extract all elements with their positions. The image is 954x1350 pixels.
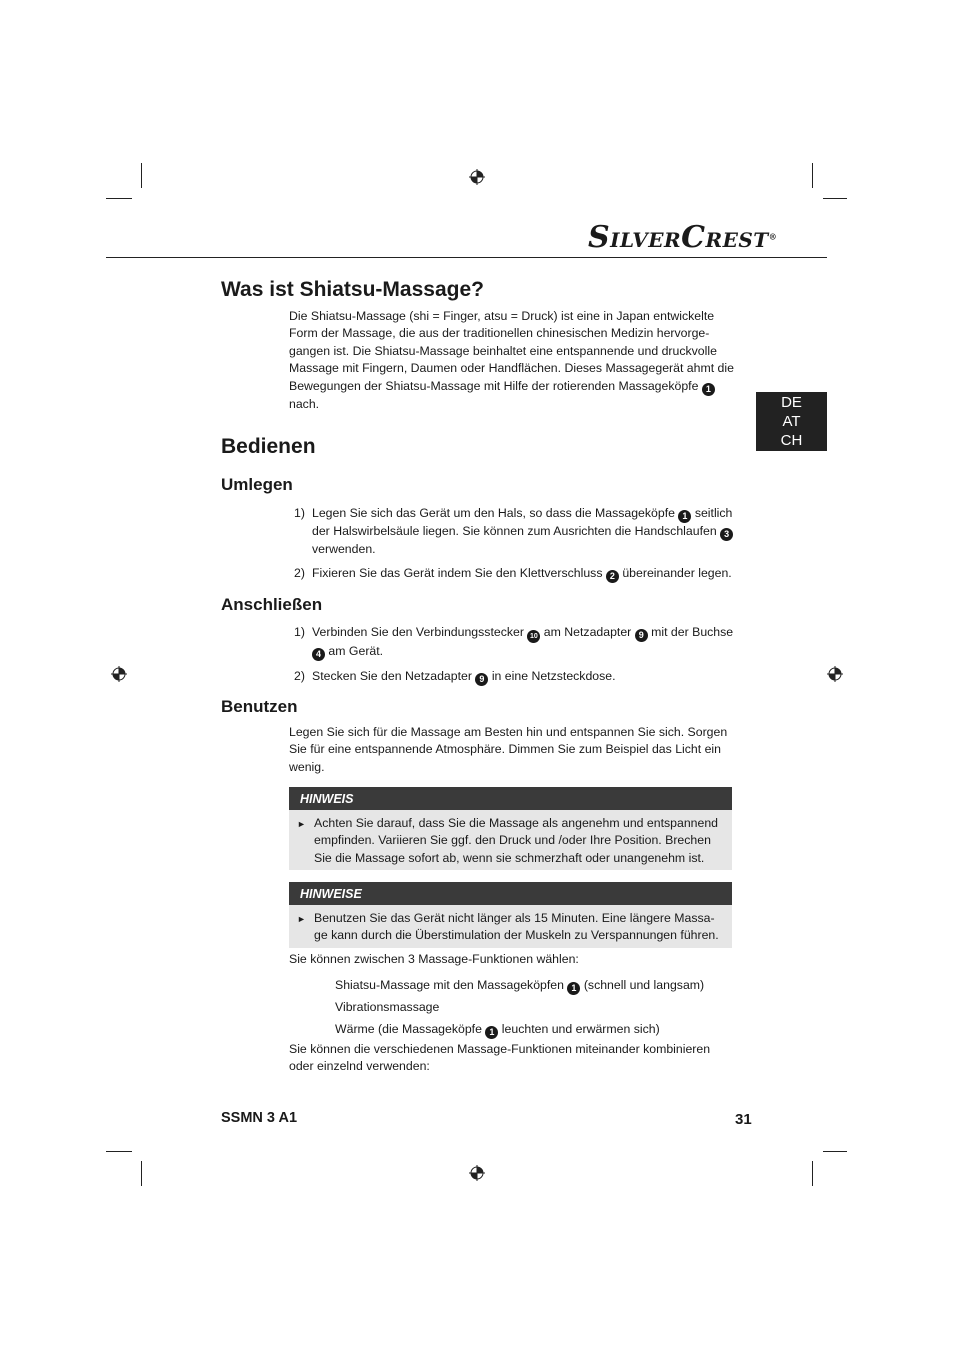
crop-mark <box>141 163 142 188</box>
part-number-badge: 1 <box>485 1026 498 1039</box>
hinweis-header: HINWEIS <box>289 787 732 810</box>
functions-list <box>335 974 704 1040</box>
page-number: 31 <box>735 1111 752 1128</box>
part-number-badge: 4 <box>312 648 325 661</box>
header-rule <box>106 257 827 258</box>
subsection-title-umlegen: Umlegen <box>221 475 293 494</box>
hinweis-box <box>289 787 732 870</box>
hinweise-box <box>289 882 732 948</box>
section-title-shiatsu: Was ist Shiatsu-Massage? <box>221 278 484 301</box>
footer-model: SSMN 3 A1 <box>221 1110 298 1126</box>
anschliessen-steps <box>289 624 735 686</box>
list-item: 1) Verbinden Sie den Verbindungsstecker 10 am Netzadapter 9 mit der Buchse 4 am Gerät. <box>294 625 734 659</box>
arrow-bullet-icon: ► <box>297 914 306 924</box>
part-number-badge: 2 <box>606 570 619 583</box>
part-number-badge: 10 <box>527 630 540 643</box>
section-title-bedienen: Bedienen <box>221 435 316 458</box>
subsection-title-anschliessen: Anschließen <box>221 595 323 614</box>
lang-ch: CH <box>780 432 803 449</box>
benutzen-intro: Legen Sie sich für die Massage am Besten hin und entspannen Sie sich. Sorgen Sie für eine entspannende Atmosphäre. Dimmen Sie zum Beispiel das Licht ein wenig. <box>289 725 728 774</box>
registration-mark-icon <box>827 666 843 682</box>
brand-logo: SILVERCREST® <box>588 220 778 255</box>
list-item: 2) Stecken Sie den Netzadapter 9 in eine Netzsteckdose. <box>294 669 616 684</box>
lang-at: AT <box>782 413 801 430</box>
umlegen-steps <box>289 505 735 583</box>
registration-mark-icon <box>469 1165 485 1181</box>
shiatsu-paragraph: Die Shiatsu-Massage (shi = Finger, atsu = Druck) ist eine in Japan entwickelte Form der Massage, die aus der traditionellen chinesischen Medizin hervorge-gangen ist. Die Shiatsu-Massage beinhaltet eine entspannende und druckvolle Massage mit Fingern, Daumen oder Handflächen. Dieses Massagegerät ahmt die Bewegungen der Shiatsu-Massage mit Hilfe der rotierenden Massageköpfe 1 nach. <box>289 309 734 411</box>
crop-mark <box>106 1151 132 1152</box>
part-number-badge: 1 <box>567 982 580 995</box>
part-number-badge: 1 <box>678 510 691 523</box>
hinweis-text: Achten Sie darauf, dass Sie die Massage als angenehm und entspannend empfinden. Variieren Sie ggf. den Druck und /oder Ihre Position. Brechen Sie die Massage sofort ab, wenn sie schmerzhaft oder unangenehm ist. <box>314 816 719 865</box>
subsection-title-benutzen: Benutzen <box>221 697 298 716</box>
crop-mark <box>106 198 132 199</box>
language-tab <box>756 392 827 451</box>
list-item: Vibrationsmassage <box>335 1000 440 1014</box>
crop-mark <box>812 1161 813 1186</box>
part-number-badge: 9 <box>635 629 648 642</box>
hinweise-header: HINWEISE <box>289 882 732 905</box>
functions-intro: Sie können zwischen 3 Massage-Funktionen wählen: <box>289 952 579 966</box>
list-item: 2) Fixieren Sie das Gerät indem Sie den Klettverschluss 2 übereinander legen. <box>294 566 732 582</box>
crop-mark <box>823 1151 847 1152</box>
lang-de: DE <box>781 394 802 411</box>
registration-mark-icon <box>469 169 485 185</box>
part-number-badge: 1 <box>702 383 715 396</box>
hinweise-text: Benutzen Sie das Gerät nicht länger als 15 Minuten. Eine längere Massa-ge kann durch die Überstimulation der Muskeln zu Verspannungen führen. <box>314 911 719 943</box>
part-number-badge: 3 <box>720 528 733 541</box>
crop-mark <box>823 198 847 199</box>
list-item: Shiatsu-Massage mit den Massageköpfen 1 (schnell und langsam) <box>335 978 705 993</box>
arrow-bullet-icon: ► <box>297 819 306 829</box>
part-number-badge: 9 <box>475 673 488 686</box>
crop-mark <box>812 163 813 188</box>
list-item: Wärme (die Massageköpfe 1 leuchten und erwärmen sich) <box>335 1022 660 1037</box>
registration-mark-icon <box>111 666 127 682</box>
crop-mark <box>141 1161 142 1186</box>
list-item: 1) Legen Sie sich das Gerät um den Hals, so dass die Massageköpfe 1 seitlich der Halswirbelsäule liegen. Sie können zum Ausrichten die Handschlaufen 3 verwenden. <box>294 506 733 556</box>
functions-combine: Sie können die verschiedenen Massage-Funktionen miteinander kombinieren oder einzelnd verwenden: <box>289 1042 711 1074</box>
